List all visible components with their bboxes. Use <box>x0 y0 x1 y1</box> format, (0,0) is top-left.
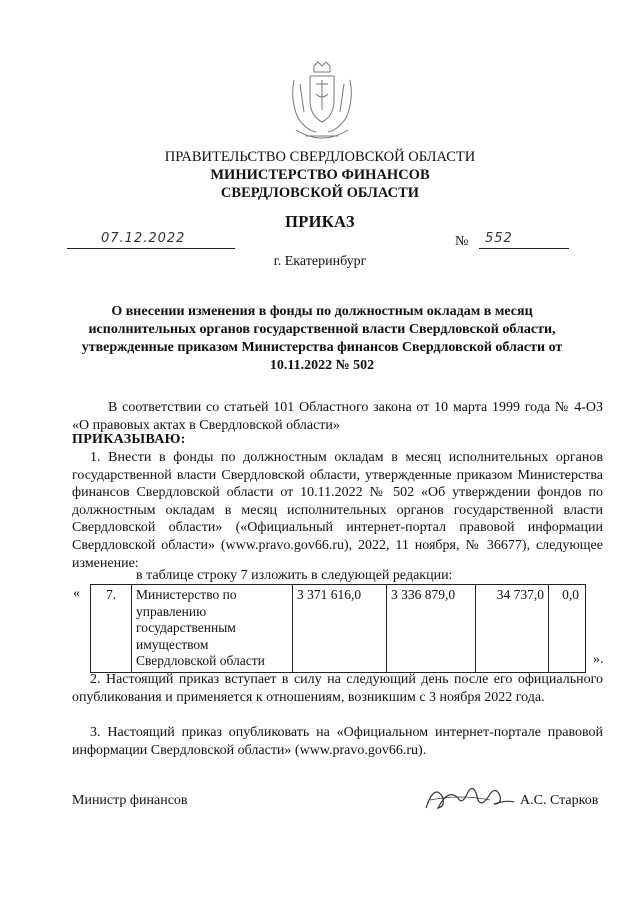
row-value-3: 34 737,0 <box>476 585 549 673</box>
row-number: 7. <box>91 585 132 673</box>
date-value: 07.12.2022 <box>101 231 186 246</box>
government-name: ПРАВИТЕЛЬСТВО СВЕРДЛОВСКОЙ ОБЛАСТИ <box>164 149 476 165</box>
coat-of-arms-emblem <box>286 60 358 146</box>
ministry-name: МИНИСТЕРСТВО ФИНАНСОВ <box>210 167 430 183</box>
preamble: В соответствии со статьей 101 Областного закона от 10 марта 1999 года № 4-ОЗ «О правовых актах в Свердловской области» <box>72 400 603 433</box>
handwritten-signature <box>420 778 520 814</box>
item-1-sub: в таблице строку 7 изложить в следующей редакции: <box>136 568 453 583</box>
row-value-2: 3 336 879,0 <box>387 585 476 673</box>
row-value-4: 0,0 <box>549 585 586 673</box>
item-2: 2. Настоящий приказ вступает в силу на следующий день после его официального опубликования и применяется к отношениям, возникшим с 3 ноября 2022 года. <box>72 672 603 705</box>
number-sign: № <box>455 234 469 249</box>
number-value: 552 <box>485 231 513 246</box>
date-field <box>67 232 235 249</box>
item-3: 3. Настоящий приказ опубликовать на «Официальном интернет-портале правовой информации Свердловской области» (www.pravo.gov66.ru). <box>72 725 603 758</box>
quote-close: ». <box>593 652 604 667</box>
row-value-1: 3 371 616,0 <box>293 585 387 673</box>
quote-open: « <box>73 586 80 601</box>
number-field <box>479 232 569 249</box>
signer-name: А.С. Старков <box>520 793 599 808</box>
table-row <box>90 584 586 673</box>
signer-role: Министр финансов <box>72 793 188 808</box>
subject-title: О внесении изменения в фонды по должностным окладам в месяц исполнительных органов государственной власти Свердловской области, утвержденные приказом Министерства финансов Свердловской области от 10.11.2022 № 502 <box>81 304 563 373</box>
document-type: ПРИКАЗ <box>285 212 355 231</box>
item-1: 1. Внести в фонды по должностным окладам в месяц исполнительных органов государственной власти Свердловской области, утвержденные приказом Министерства финансов Свердловской области от 10.11.2022 № 502 «Об утверждении фондов по должностным окладам в месяц исполнительных органов государственной власти Свердловской области» («Официальный интернет-портал правовой информации Свердловской области» (www.pravo.gov66.ru), 2022, 11 ноября, № 36677), следующее изменение: <box>72 450 603 571</box>
region-name: СВЕРДЛОВСКОЙ ОБЛАСТИ <box>220 185 420 201</box>
row-name: Министерство по управлению государственным имуществом Свердловской области <box>132 585 293 673</box>
order-word: ПРИКАЗЫВАЮ: <box>72 432 186 447</box>
city: г. Екатеринбург <box>273 254 367 269</box>
